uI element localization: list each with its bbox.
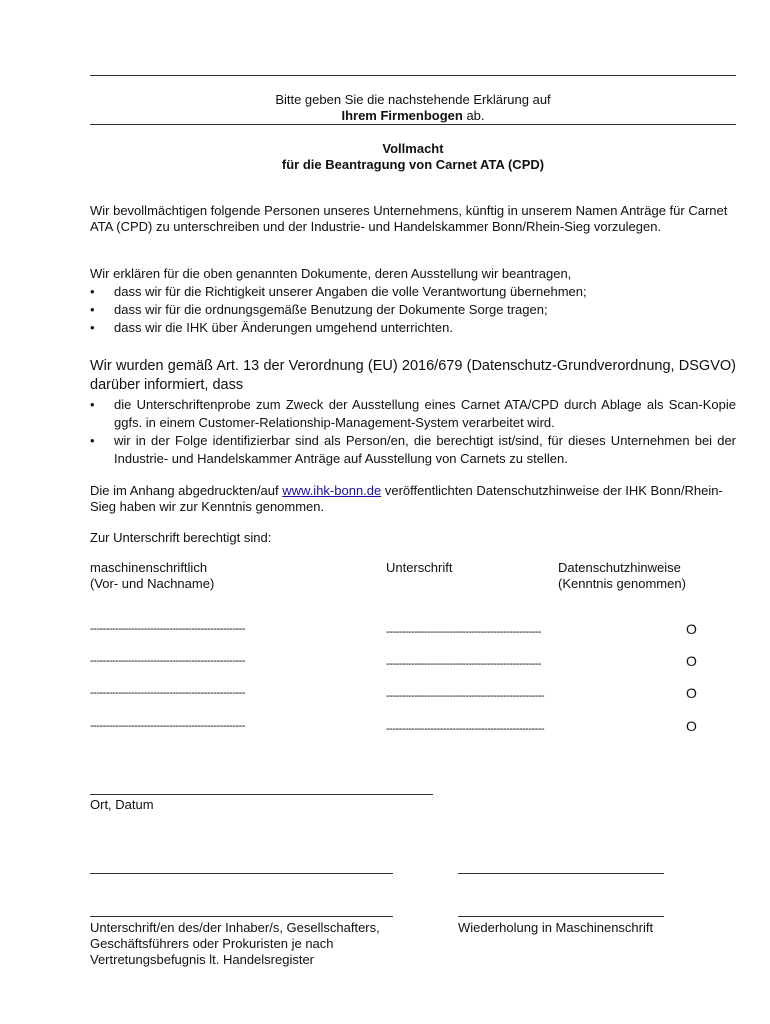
header-line2	[90, 108, 736, 124]
gdpr-list	[90, 396, 736, 468]
owner-signature-line-2[interactable]	[90, 916, 393, 917]
privacy-checkbox[interactable]: O	[686, 653, 697, 669]
gdpr-item-text: wir in der Folge identifizierbar sind als Person/en, die berechtigt ist/sind, für dieses Unternehmen bei der Industrie- und Handelskammer Anträge auf Ausstellung von Carnets zu stellen.	[114, 433, 736, 466]
name-dashline[interactable]: -------------------------------------------------	[90, 655, 245, 667]
gdpr-lead: Wir wurden gemäß Art. 13 der Verordnung (EU) 2016/679 (Datenschutz-Grundverordnung, DSGVO) darüber informiert, dass	[90, 358, 736, 393]
declaration-lead: Wir erklären für die oben genannten Dokumente, deren Ausstellung wir beantragen,	[90, 266, 572, 281]
column-privacy-line2: (Kenntnis genommen)	[558, 576, 686, 591]
declaration-item-text: dass wir die IHK über Änderungen umgehend unterrichten.	[114, 320, 453, 335]
bullet-icon: •	[90, 302, 95, 317]
intro-paragraph: Wir bevollmächtigen folgende Personen unseres Unternehmens, künftig in unserem Namen Anträge für Carnet ATA (CPD) zu unterschreiben und der Industrie- und Handelskammer Bonn/Rhein-Sieg vorzulegen.	[90, 203, 728, 234]
list-item	[90, 301, 736, 319]
column-name-line1: maschinenschriftlich	[90, 560, 208, 575]
bullet-icon: •	[90, 397, 95, 412]
header-line2-rest: ab.	[462, 108, 485, 123]
signature-dashline[interactable]: -------------------------------------------------	[386, 626, 541, 638]
column-privacy-header	[558, 560, 686, 592]
repeat-typed-label: Wiederholung in Maschinenschrift	[458, 920, 654, 935]
table-row-signature	[386, 720, 544, 735]
list-item	[90, 283, 736, 301]
table-row-signature	[386, 655, 541, 670]
privacy-checkbox[interactable]: O	[686, 718, 697, 734]
table-row-signature	[386, 687, 544, 702]
header-rule	[90, 124, 736, 125]
header-instruction	[90, 92, 736, 124]
header-line1: Bitte geben Sie die nachstehende Erklärung auf	[275, 92, 551, 107]
list-item	[90, 432, 736, 468]
name-dashline[interactable]: -------------------------------------------------	[90, 720, 245, 732]
declaration-item-text: dass wir für die Richtigkeit unserer Angaben die volle Verantwortung übernehmen;	[114, 284, 587, 299]
table-row-signature	[386, 623, 541, 638]
declaration-section	[90, 265, 736, 337]
list-item	[90, 396, 736, 432]
ihk-website-link[interactable]: www.ihk-bonn.de	[282, 483, 382, 498]
column-name-line2: (Vor- und Nachname)	[90, 576, 215, 591]
typed-name-line-1[interactable]	[458, 873, 664, 874]
title-line1: Vollmacht	[382, 141, 444, 156]
column-signature-header: Unterschrift	[386, 560, 453, 575]
column-name-header	[90, 560, 214, 592]
declaration-item-text: dass wir für die ordnungsgemäße Benutzung der Dokumente Sorge tragen;	[114, 302, 548, 317]
privacy-notice	[90, 483, 736, 515]
owner-signature-label: Unterschrift/en des/der Inhaber/s, Gesellschafters, Geschäftsführers oder Prokuristen je nach Vertretungsbefugnis lt. Handelsregister	[90, 920, 380, 967]
bullet-icon: •	[90, 320, 95, 335]
signature-dashline[interactable]: -------------------------------------------------	[386, 658, 541, 670]
owner-signature-line-1[interactable]	[90, 873, 393, 874]
name-dashline[interactable]: -------------------------------------------------	[90, 623, 245, 635]
signature-dashline[interactable]: --------------------------------------------------	[386, 690, 545, 702]
place-date-label: Ort, Datum	[90, 797, 154, 812]
notice-text-after: veröffentlichten Datenschutzhinweise der IHK Bonn/Rhein-Sieg haben wir zur Kenntnis genommen.	[90, 483, 723, 514]
notice-text-before: Die im Anhang abgedruckten/auf	[90, 483, 283, 498]
place-date-line[interactable]	[90, 794, 433, 795]
bullet-icon: •	[90, 284, 95, 299]
gdpr-item-text: die Unterschriftenprobe zum Zweck der Ausstellung eines Carnet ATA/CPD durch Ablage als Scan-Kopie ggfs. in einem Customer-Relationship-Management-System verarbeitet wird.	[114, 397, 736, 430]
name-dashline[interactable]: -------------------------------------------------	[90, 687, 245, 699]
title-line2: für die Beantragung von Carnet ATA (CPD)	[281, 157, 545, 172]
top-rule	[90, 75, 736, 76]
header-line2-bold: Ihrem Firmenbogen	[341, 108, 463, 123]
document-title	[90, 141, 736, 173]
typed-name-line-2[interactable]	[458, 916, 664, 917]
declaration-list	[90, 283, 736, 337]
authorized-label: Zur Unterschrift berechtigt sind:	[90, 530, 272, 545]
bullet-icon: •	[90, 433, 95, 448]
column-privacy-line1: Datenschutzhinweise	[558, 560, 681, 575]
signature-dashline[interactable]: --------------------------------------------------	[386, 723, 545, 735]
privacy-checkbox[interactable]: O	[686, 685, 697, 701]
list-item	[90, 319, 736, 337]
gdpr-section	[90, 357, 736, 468]
privacy-checkbox[interactable]: O	[686, 621, 697, 637]
